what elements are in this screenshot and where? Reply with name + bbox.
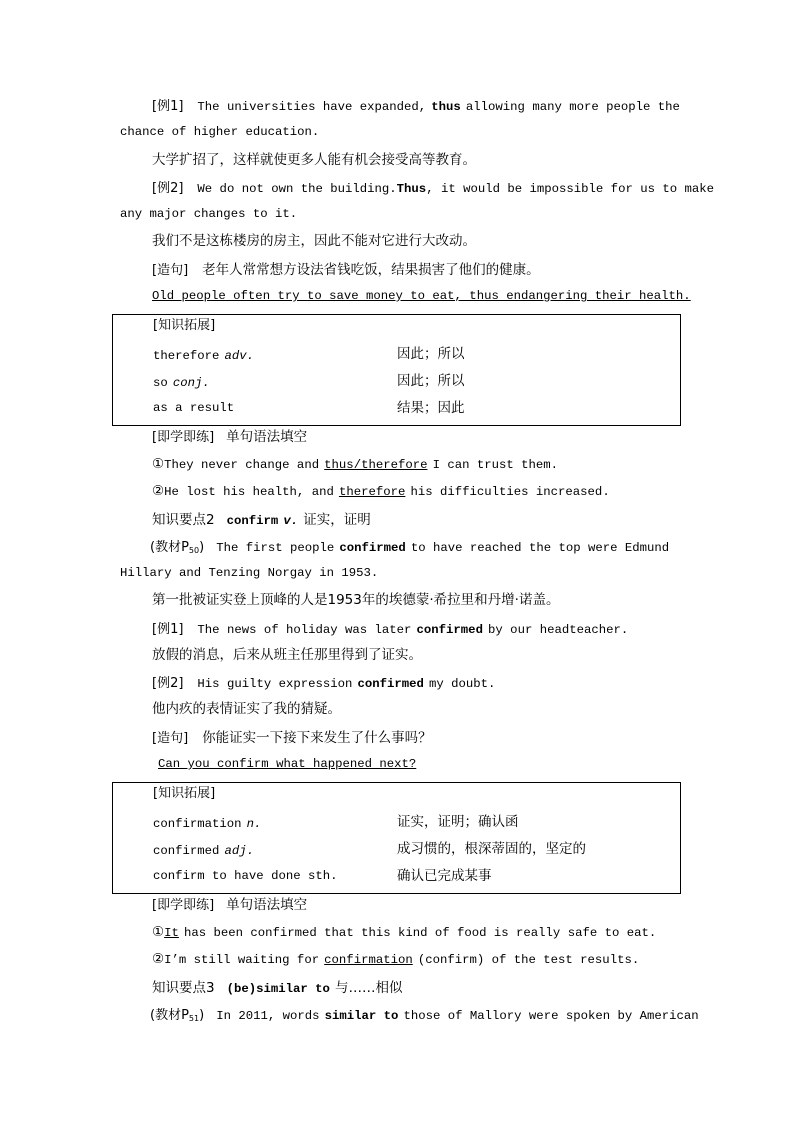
example-1-line [152,619,628,639]
example-1-continuation: chance of higher education. [120,125,320,139]
example-2-line [152,178,714,198]
expansion-row [153,372,210,392]
example-text: The news of holiday was later [197,623,412,637]
example-1-translation: 放假的消息，后来从班主任那里得到了证实。 [152,647,422,663]
expansion-word: confirmation [153,817,242,831]
textbook-text: to have reached the top were Edmund [410,541,670,555]
example-text: allowing many more people the [465,100,680,114]
textbook-text: those of Mallory were spoken by American [403,1009,699,1023]
textbook-page: P [181,540,189,555]
keyword: confirmed [416,623,483,637]
point-pos: v. [283,514,299,528]
example-1-line [152,96,680,116]
example-text: We do not own the building. [197,182,397,196]
textbook-line [150,1005,699,1028]
textbook-page-number: 51 [188,1014,200,1023]
textbook-tag: (教材 [150,1008,182,1023]
example-1-translation: 大学扩招了，这样就使更多人能有机会接受高等教育。 [152,152,476,168]
keyword: Thus [396,182,427,196]
knowledge-expansion-box [112,314,681,426]
practice-title: [即学即练] [152,430,215,445]
keyword: confirmed [339,541,406,555]
example-2-line [152,673,495,693]
example-tag: [例2] [152,181,184,196]
practice-question-2 [152,949,639,969]
expansion-pos: conj. [172,376,210,390]
point-label: 知识要点3 [152,980,215,996]
example-text: The universities have expanded, [197,100,427,114]
point-meaning: 证实，证明 [303,512,371,528]
question-number: ① [152,456,165,472]
make-sentence-prompt: 你能证实一下接下来发生了什么事吗？ [202,730,432,746]
expansion-meaning: 结果；因此 [397,400,465,416]
expansion-word: confirm to have done sth. [153,869,338,883]
example-2-continuation: any major changes to it. [120,207,298,221]
practice-subtitle: 单句语法填空 [226,429,308,445]
question-number: ② [152,483,165,499]
make-sentence-answer: Old people often try to save money to eat, thus endangering their health. [152,289,691,303]
point-meaning: 与……相似 [335,980,403,996]
expansion-title: [知识拓展] [153,786,216,801]
keyword: thus [431,100,461,114]
practice-title: [即学即练] [152,898,215,913]
practice-subtitle: 单句语法填空 [226,897,308,913]
practice-question-1 [152,922,656,942]
practice-question-2 [152,481,610,501]
make-sentence-answer-text: Can you confirm what happened next? [158,757,417,771]
textbook-line [150,537,669,560]
textbook-page-number: 50 [188,546,200,555]
example-2-translation: 我们不是这栋楼房的房主，因此不能对它进行大改动。 [152,233,476,249]
practice-header [152,895,307,915]
expansion-row [153,840,254,860]
textbook-text: The first people [216,541,335,555]
make-sentence-line [152,260,540,280]
question-text: has been confirmed that this kind of food is really safe to eat. [183,926,657,940]
keyword: similar to [324,1009,399,1023]
expansion-title: [知识拓展] [153,318,216,333]
knowledge-point-2-heading [152,510,371,530]
textbook-page: P [181,1008,189,1023]
example-text: His guilty expression [197,677,353,691]
point-label: 知识要点2 [152,512,215,528]
question-answer: therefore [338,485,406,499]
example-text: my doubt. [429,677,496,691]
expansion-meaning: 因此；所以 [397,373,465,389]
example-tag: [例1] [152,622,184,637]
textbook-text: In 2011, words [216,1009,320,1023]
question-text: (confirm) of the test results. [417,953,640,967]
expansion-meaning: 因此；所以 [397,346,465,362]
question-number: ② [152,951,165,967]
question-answer: It [164,926,179,940]
knowledge-point-3-heading [152,978,403,998]
expansion-pos: adj. [224,844,255,858]
example-2-translation: 他内疚的表情证实了我的猜疑。 [152,701,341,717]
make-sentence-tag: [造句] [152,263,189,278]
expansion-pos: adv. [224,349,255,363]
knowledge-expansion-box [112,782,681,894]
point-word: confirm [226,514,279,528]
make-sentence-tag: [造句] [152,731,189,746]
textbook-tag: (教材 [150,540,182,555]
practice-question-1 [152,454,558,474]
example-text: , it would be impossible for us to make [426,182,714,196]
question-text: I’m still waiting for [164,953,320,967]
question-text: He lost his health, and [164,485,334,499]
textbook-continuation: Hillary and Tenzing Norgay in 1953. [120,566,379,580]
expansion-word: so [153,376,168,390]
make-sentence-answer [152,755,416,773]
make-sentence-line [152,728,432,748]
question-text: I can trust them. [432,458,559,472]
expansion-meaning: 确认已完成某事 [397,868,492,884]
textbook-tag-end: ) [199,540,205,555]
expansion-meaning: 成习惯的，根深蒂固的，坚定的 [397,841,586,857]
expansion-meaning: 证实，证明；确认函 [397,814,519,830]
example-tag: [例1] [152,99,184,114]
example-text: by our headteacher. [488,623,629,637]
expansion-word: confirmed [153,844,220,858]
question-number: ① [152,924,165,940]
make-sentence-prompt: 老年人常常想方设法省钱吃饭，结果损害了他们的健康。 [202,262,540,278]
textbook-tag-end: ) [199,1008,205,1023]
expansion-row [153,813,261,833]
expansion-word: as a result [153,401,235,415]
textbook-translation: 第一批被证实登上顶峰的人是1953年的埃德蒙·希拉里和丹增·诺盖。 [152,592,560,608]
question-answer: thus/therefore [324,458,428,472]
expansion-word: therefore [153,349,220,363]
practice-header [152,427,307,447]
point-word: (be)similar to [226,982,330,996]
question-text: his difficulties increased. [410,485,610,499]
example-tag: [例2] [152,676,184,691]
expansion-row [153,345,254,365]
keyword: confirmed [357,677,424,691]
question-text: They never change and [164,458,320,472]
expansion-pos: n. [246,817,262,831]
question-answer: confirmation [324,953,413,967]
